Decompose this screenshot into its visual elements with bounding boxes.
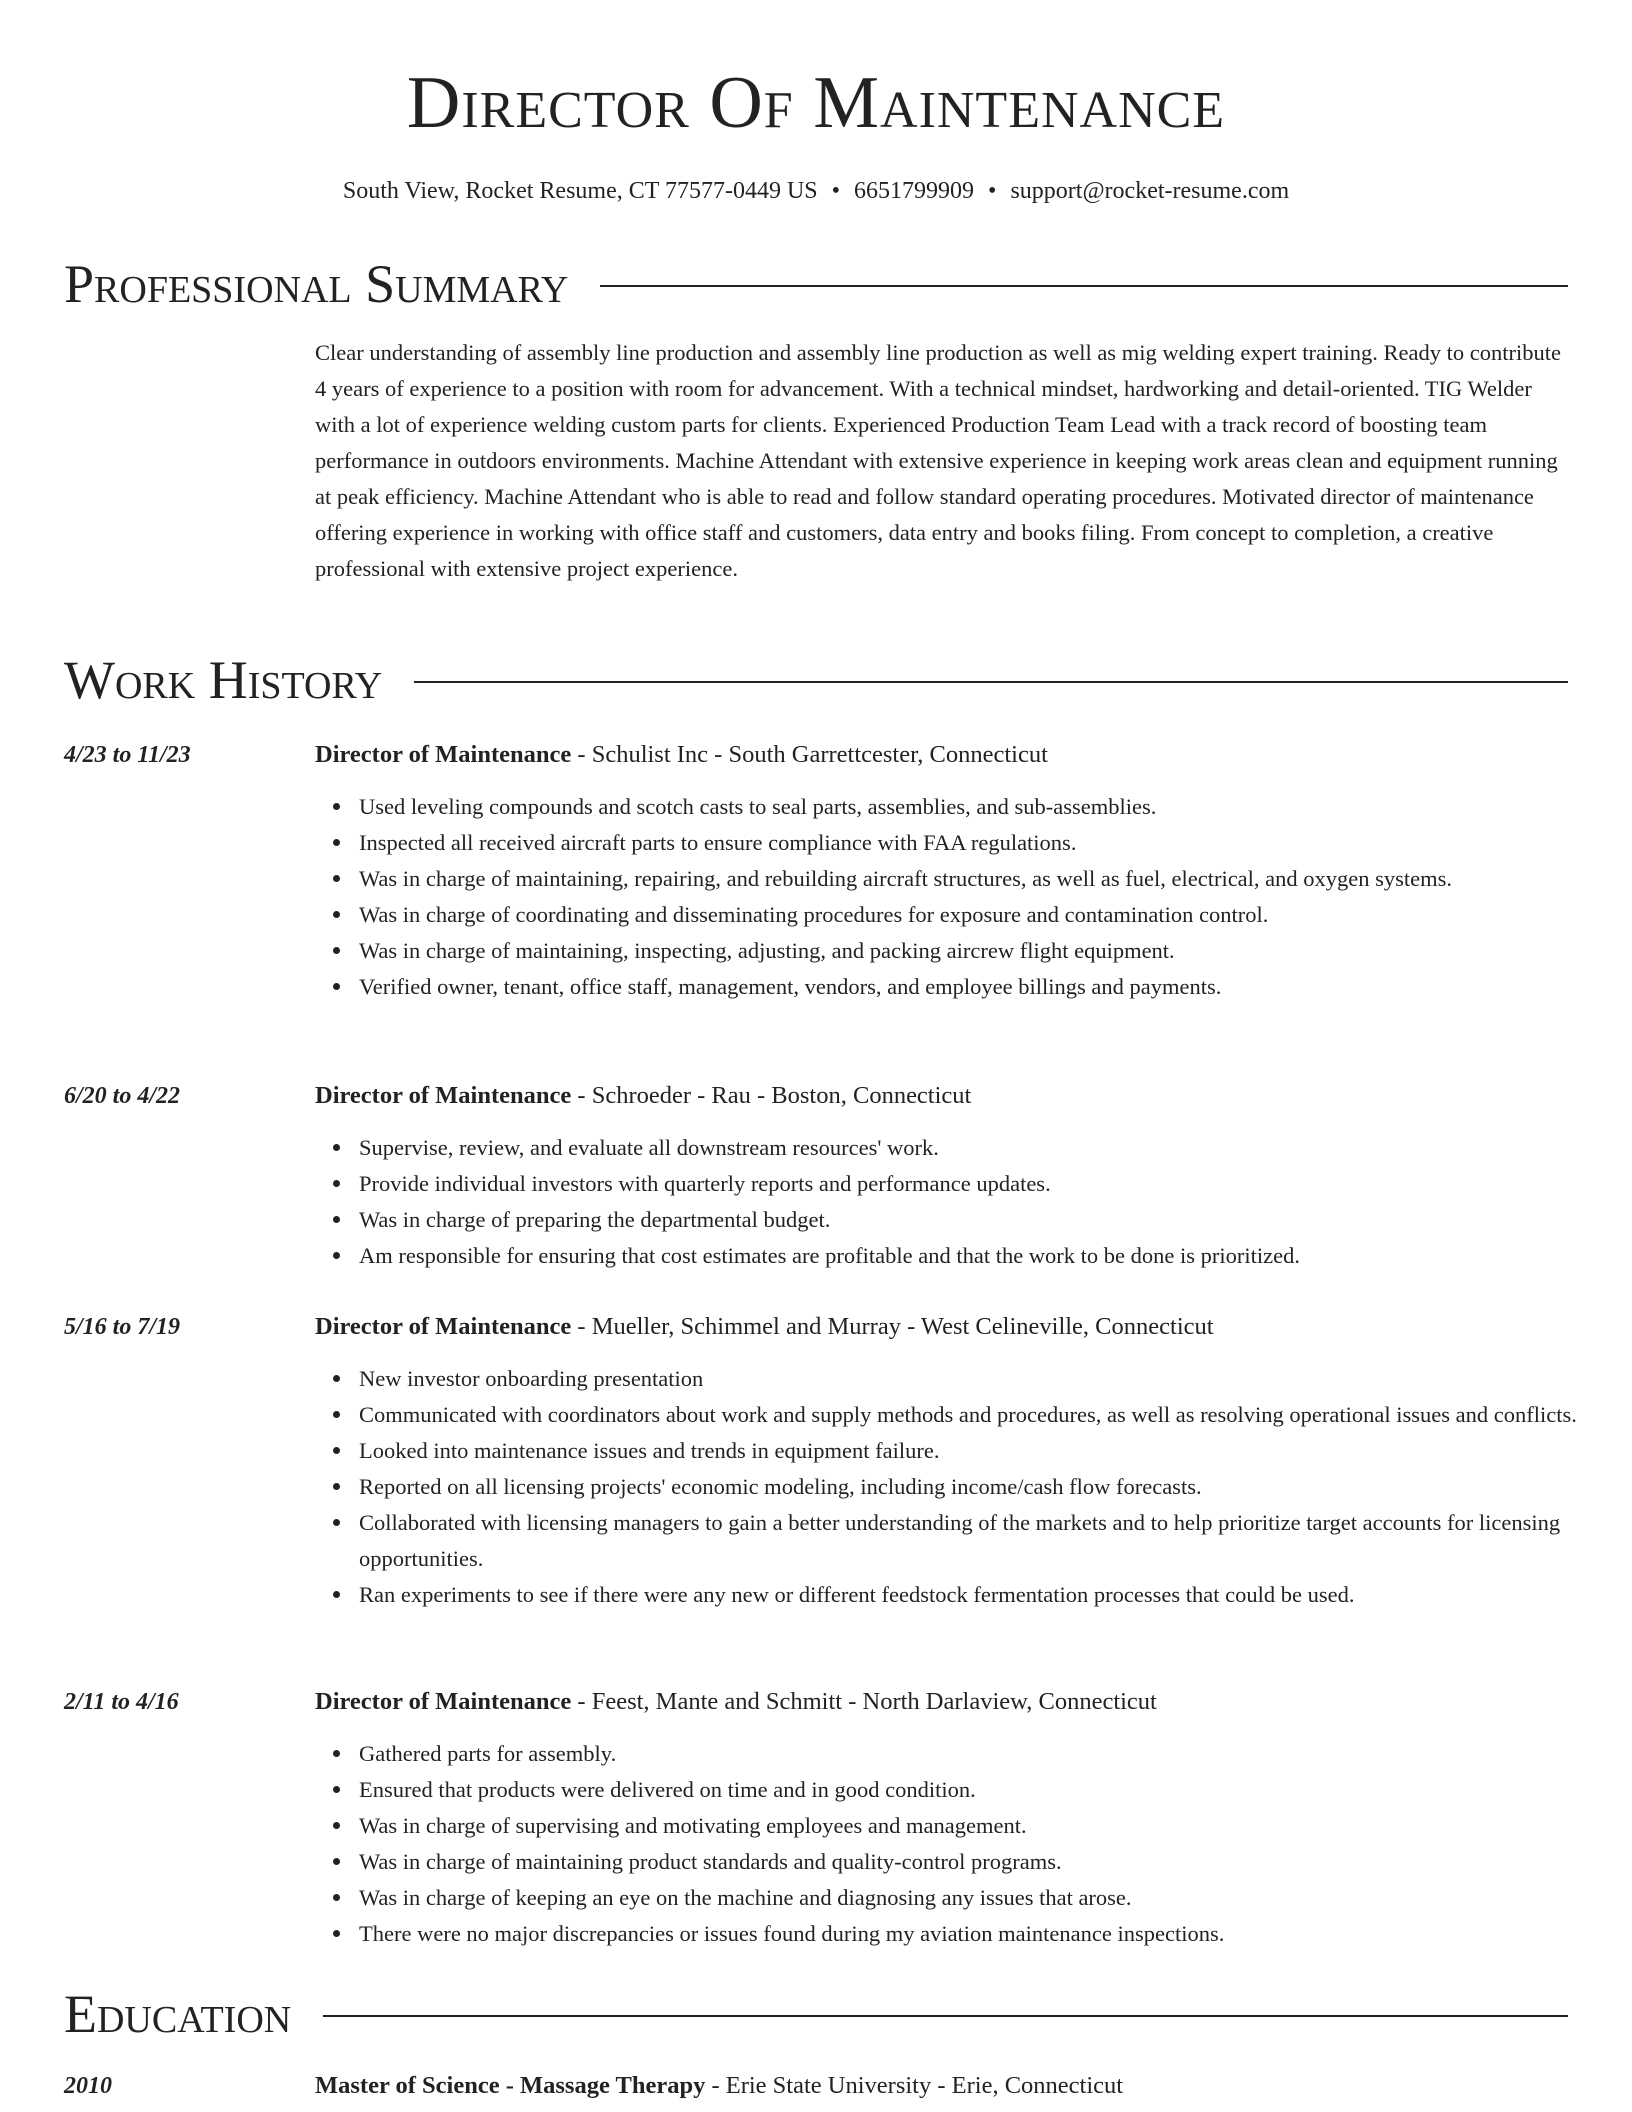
job-bullet: Was in charge of maintaining product standards and quality-control programs. — [359, 1844, 1614, 1880]
contact-line — [0, 176, 1632, 206]
work-section-header — [64, 648, 1568, 712]
job-bullet: Collaborated with licensing managers to gain a better understanding of the markets and to help prioritize target accounts for licensing opportunities. — [359, 1505, 1614, 1577]
section-divider — [600, 285, 1568, 287]
education-title — [315, 2070, 1570, 2102]
job-bullet: Communicated with coordinators about work and supply methods and procedures, as well as resolving operational issues and conflicts. — [359, 1397, 1614, 1433]
job-employer: - Schroeder - Rau - Boston, Connecticut — [571, 1082, 972, 1109]
contact-separator: • — [831, 178, 841, 204]
job-role: Director of Maintenance — [315, 1313, 572, 1340]
job-bullet: Inspected all received aircraft parts to ensure compliance with FAA regulations. — [359, 825, 1614, 861]
education-heading: Education — [64, 1984, 292, 2044]
job-bullet: Was in charge of maintaining, inspecting, adjusting, and packing aircrew flight equipment. — [359, 933, 1614, 969]
job-employer: - Feest, Mante and Schmitt - North Darlaview, Connecticut — [571, 1688, 1157, 1715]
job-bullet: Supervise, review, and evaluate all downstream resources' work. — [359, 1130, 1614, 1166]
job-employer: - Schulist Inc - South Garrettcester, Connecticut — [571, 741, 1048, 768]
job-bullet: Was in charge of keeping an eye on the machine and diagnosing any issues that arose. — [359, 1880, 1614, 1916]
job-title — [315, 739, 1570, 771]
job-bullet: Provide individual investors with quarterly reports and performance updates. — [359, 1166, 1614, 1202]
job-dates: 2/11 to 4/16 — [64, 1689, 179, 1715]
job-bullet: There were no major discrepancies or issues found during my aviation maintenance inspections. — [359, 1916, 1614, 1952]
job-role: Director of Maintenance — [315, 1082, 572, 1109]
job-bullet-list — [315, 1736, 1614, 1952]
job-bullet-list — [315, 1361, 1614, 1613]
contact-address: South View, Rocket Resume, CT 77577-0449 US — [342, 178, 818, 204]
job-role: Director of Maintenance — [315, 741, 572, 768]
job-title — [315, 1080, 1570, 1112]
job-employer: - Mueller, Schimmel and Murray - West Celineville, Connecticut — [571, 1313, 1214, 1340]
job-bullet: Was in charge of supervising and motivating employees and management. — [359, 1808, 1614, 1844]
job-dates: 4/23 to 11/23 — [64, 742, 191, 768]
job-bullet: Gathered parts for assembly. — [359, 1736, 1614, 1772]
job-bullet: Verified owner, tenant, office staff, management, vendors, and employee billings and payments. — [359, 969, 1614, 1005]
summary-text: Clear understanding of assembly line production and assembly line production as well as mig welding expert training. Ready to contribute 4 years of experience to a position with room for advancement. With a technical mindset, hardworking and detail-oriented. TIG Welder with a lot of experience welding custom parts for clients. Experienced Production Team Lead with a track record of boosting team performance in outdoors environments. Machine Attendant with extensive experience in keeping work areas clean and equipment running at peak efficiency. Machine Attendant who is able to read and follow standard operating procedures. Motivated director of maintenance offering experience in working with office staff and customers, data entry and books filing. From concept to completion, a creative professional with extensive project experience. — [315, 340, 1561, 581]
contact-phone: 6651799909 — [854, 178, 975, 204]
job-title — [315, 1686, 1570, 1718]
job-bullet-list — [315, 789, 1614, 1005]
job-bullet-list — [315, 1130, 1614, 1274]
education-school: - Erie State University - Erie, Connecticut — [705, 2072, 1124, 2099]
job-dates: 5/16 to 7/19 — [64, 1314, 181, 1340]
contact-email[interactable]: support@rocket-resume.com — [1010, 178, 1290, 204]
summary-section-header — [64, 252, 1568, 316]
summary-heading: Professional Summary — [64, 254, 569, 314]
education-section-header — [64, 1982, 1568, 2046]
job-bullet: Was in charge of maintaining, repairing, and rebuilding aircraft structures, as well as fuel, electrical, and oxygen systems. — [359, 861, 1614, 897]
job-bullet: Am responsible for ensuring that cost estimates are profitable and that the work to be done is prioritized. — [359, 1238, 1614, 1274]
job-bullet: Ensured that products were delivered on time and in good condition. — [359, 1772, 1614, 1808]
job-bullet: Looked into maintenance issues and trends in equipment failure. — [359, 1433, 1614, 1469]
education-degree: Master of Science - Massage Therapy — [315, 2072, 706, 2099]
job-bullet: Reported on all licensing projects' economic modeling, including income/cash flow forecasts. — [359, 1469, 1614, 1505]
contact-separator: • — [988, 178, 997, 204]
job-role: Director of Maintenance — [315, 1688, 572, 1715]
job-bullet: New investor onboarding presentation — [359, 1361, 1614, 1397]
job-bullet: Was in charge of coordinating and disseminating procedures for exposure and contamination control. — [359, 897, 1614, 933]
resume-name: Director Of Maintenance — [406, 62, 1226, 144]
job-title — [315, 1311, 1570, 1343]
job-bullet: Was in charge of preparing the departmental budget. — [359, 1202, 1614, 1238]
education-year: 2010 — [64, 2073, 112, 2099]
job-dates: 6/20 to 4/22 — [64, 1083, 181, 1109]
job-bullet: Used leveling compounds and scotch casts to seal parts, assemblies, and sub-assemblies. — [359, 789, 1614, 825]
job-bullet: Ran experiments to see if there were any new or different feedstock fermentation processes that could be used. — [359, 1577, 1614, 1613]
section-divider — [323, 2015, 1568, 2017]
work-heading: Work History — [64, 650, 383, 710]
section-divider — [414, 681, 1568, 683]
